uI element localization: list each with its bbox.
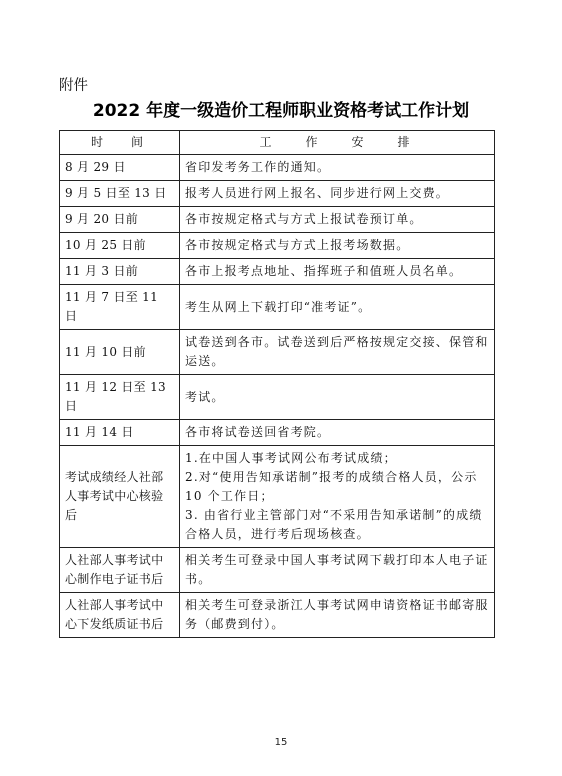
table-row <box>60 593 495 638</box>
page-number: 15 <box>274 737 288 748</box>
row-time: 9 月 5 日至 13 日 <box>60 181 180 207</box>
table-row <box>60 285 495 330</box>
row-time: 考试成绩经人社部人事考试中心核验后 <box>60 446 180 548</box>
table-row <box>60 233 495 259</box>
table-row <box>60 155 495 181</box>
row-time: 11 月 7 日至 11 日 <box>60 285 180 330</box>
table-row <box>60 181 495 207</box>
table-row <box>60 446 495 548</box>
row-task: 报考人员进行网上报名、同步进行网上交费。 <box>180 181 495 207</box>
list-item: 3. 由省行业主管部门对“不采用告知承诺制”的成绩合格人员，进行考后现场核查。 <box>185 508 483 541</box>
row-time: 9 月 20 日前 <box>60 207 180 233</box>
row-time: 11 月 3 日前 <box>60 259 180 285</box>
row-task: 各市按规定格式与方式上报试卷预订单。 <box>180 207 495 233</box>
header-time: 时间 <box>60 131 180 155</box>
row-task: 各市按规定格式与方式上报考场数据。 <box>180 233 495 259</box>
row-task: 试卷送到各市。试卷送到后严格按规定交接、保管和运送。 <box>180 330 495 375</box>
table-row <box>60 207 495 233</box>
table-row <box>60 330 495 375</box>
row-task: 考试。 <box>180 375 495 420</box>
row-time: 11 月 10 日前 <box>60 330 180 375</box>
row-task: 考生从网上下载打印“准考证”。 <box>180 285 495 330</box>
table-row <box>60 375 495 420</box>
row-time: 11 月 12 日至 13 日 <box>60 375 180 420</box>
row-time: 8 月 29 日 <box>60 155 180 181</box>
row-time: 人社部人事考试中心下发纸质证书后 <box>60 593 180 638</box>
table-header-row <box>60 131 495 155</box>
row-time: 10 月 25 日前 <box>60 233 180 259</box>
list-item: 2.对“使用告知承诺制”报考的成绩合格人员，公示 10 个工作日； <box>185 470 478 503</box>
row-time: 11 月 14 日 <box>60 420 180 446</box>
table-row <box>60 548 495 593</box>
document-title: 2022 年度一级造价工程师职业资格考试工作计划 <box>92 101 470 121</box>
schedule-table <box>59 130 495 638</box>
row-task-list <box>180 446 495 548</box>
header-task: 工作安排 <box>180 131 495 155</box>
list-item: 1.在中国人事考试网公布考试成绩； <box>185 451 397 465</box>
row-task: 各市将试卷送回省考院。 <box>180 420 495 446</box>
table-row <box>60 259 495 285</box>
row-task: 各市上报考点地址、指挥班子和值班人员名单。 <box>180 259 495 285</box>
row-task: 相关考生可登录中国人事考试网下载打印本人电子证书。 <box>180 548 495 593</box>
attachment-label: 附件 <box>59 78 88 94</box>
row-task: 相关考生可登录浙江人事考试网申请资格证书邮寄服务（邮费到付）。 <box>180 593 495 638</box>
table-row <box>60 420 495 446</box>
row-task: 省印发考务工作的通知。 <box>180 155 495 181</box>
row-time: 人社部人事考试中心制作电子证书后 <box>60 548 180 593</box>
